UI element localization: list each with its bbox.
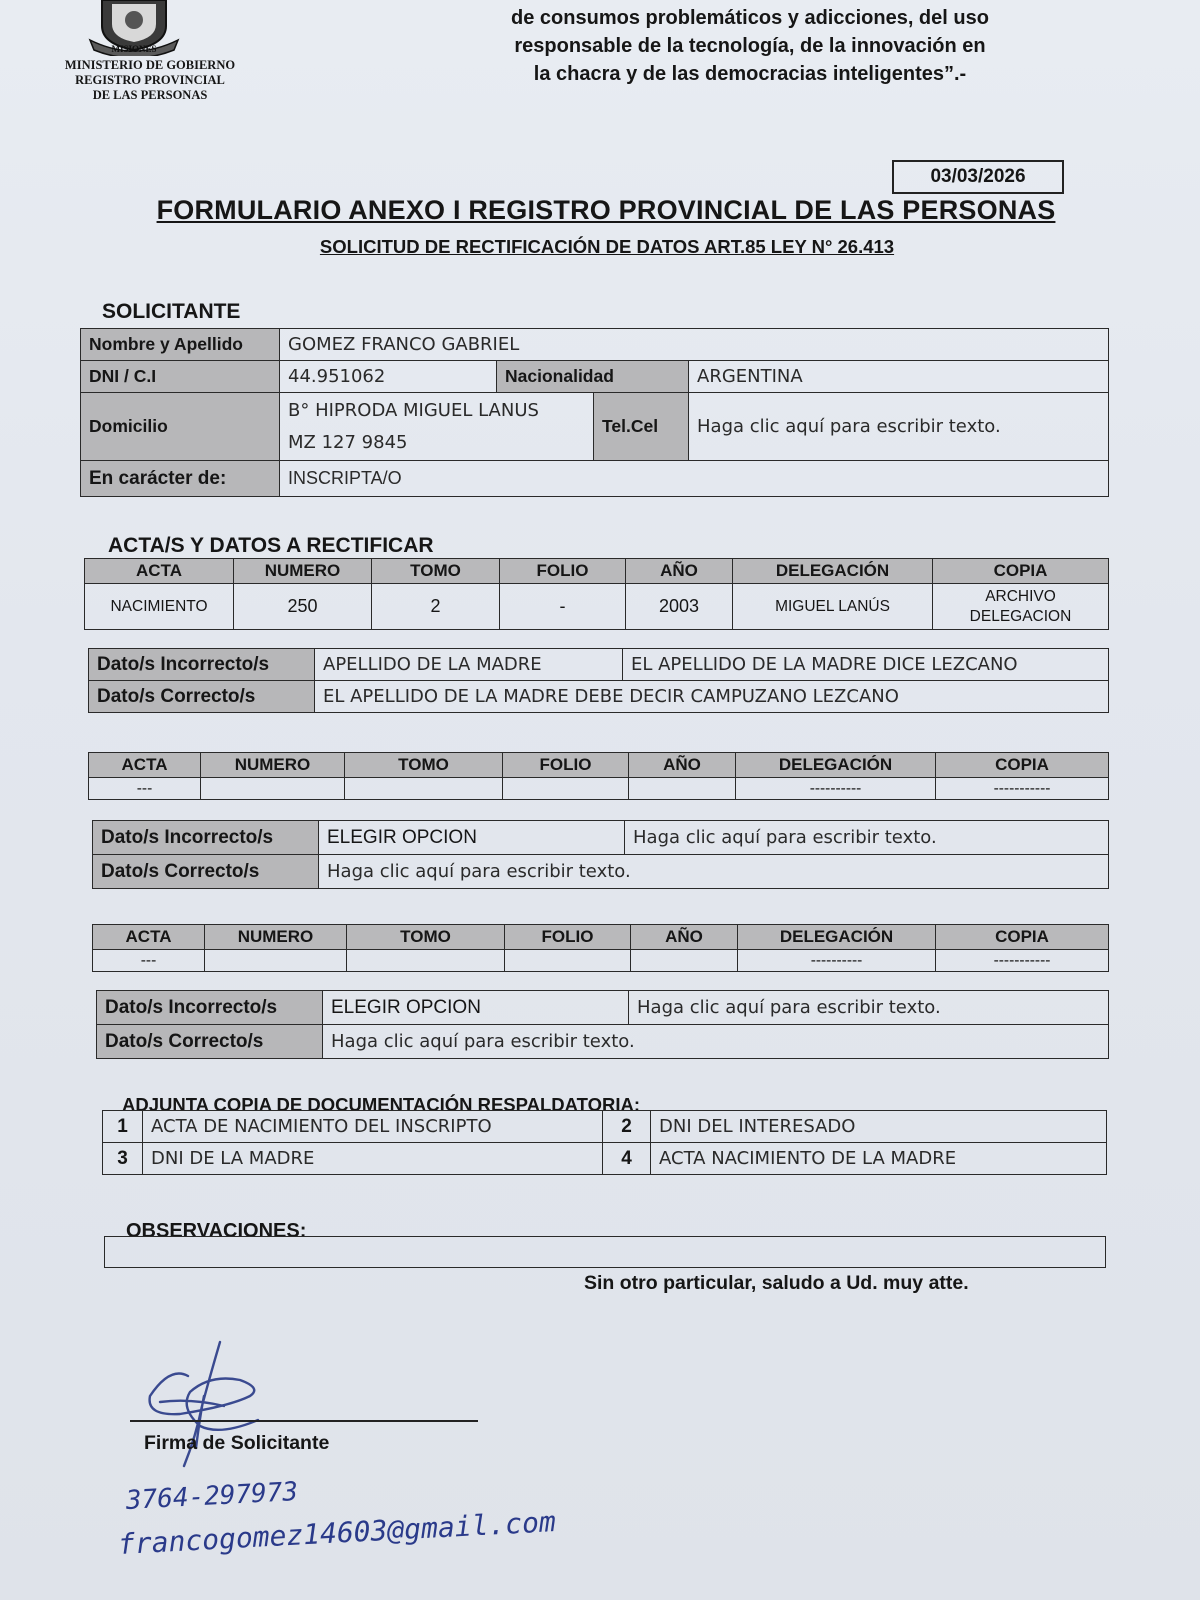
date-field[interactable]: 03/03/2026 — [892, 160, 1064, 194]
svg-text:MISIONES: MISIONES — [111, 44, 157, 54]
col-header: DELEGACIÓN — [736, 753, 936, 778]
folio-cell[interactable] — [505, 950, 631, 972]
documentacion-heading: ADJUNTA COPIA DE DOCUMENTACIÓN RESPALDATORIA: — [122, 1094, 640, 1115]
closing-text: Sin otro particular, saludo a Ud. muy atte. — [584, 1272, 969, 1294]
acta-cell[interactable]: --- — [89, 778, 201, 800]
correcto-label: Dato/s Correcto/s — [89, 681, 315, 713]
documentacion-table — [102, 1110, 1107, 1175]
doc-item[interactable]: ACTA NACIMIENTO DE LA MADRE — [651, 1143, 1107, 1175]
domicilio-line: MZ 127 9845 — [288, 431, 408, 453]
col-header: ACTA — [85, 559, 234, 584]
incorrecto-label: Dato/s Incorrecto/s — [97, 991, 323, 1025]
col-header: ACTA — [89, 753, 201, 778]
signature-line — [130, 1420, 478, 1422]
ministry-line: DE LAS PERSONAS — [92, 88, 208, 102]
folio-cell[interactable]: - — [500, 584, 626, 630]
domicilio-line: B° HIPRODA MIGUEL LANUS — [288, 399, 539, 421]
col-header: FOLIO — [505, 925, 631, 950]
col-header: AÑO — [629, 753, 736, 778]
anio-cell[interactable] — [629, 778, 736, 800]
correcto-label: Dato/s Correcto/s — [93, 855, 319, 889]
delegacion-cell[interactable]: MIGUEL LANÚS — [733, 584, 933, 630]
col-header: TOMO — [345, 753, 503, 778]
datos-table — [92, 820, 1109, 889]
col-header: NUMERO — [205, 925, 347, 950]
signature-label: Firma de Solicitante — [144, 1432, 330, 1454]
col-header: ACTA — [93, 925, 205, 950]
col-header: AÑO — [631, 925, 738, 950]
incorrecto-campo-select[interactable]: ELEGIR OPCION — [323, 991, 629, 1025]
ministry-line: MINISTERIO DE GOBIERNO — [64, 58, 236, 72]
acta-table — [84, 558, 1109, 630]
observaciones-field[interactable] — [104, 1236, 1106, 1268]
doc-number: 1 — [103, 1111, 143, 1143]
col-header: COPIA — [933, 559, 1109, 584]
folio-cell[interactable] — [503, 778, 629, 800]
dni-field[interactable]: 44.951062 — [280, 361, 497, 393]
observaciones-heading: OBSERVACIONES: — [126, 1220, 307, 1242]
delegacion-cell[interactable]: ---------- — [738, 950, 936, 972]
correcto-label: Dato/s Correcto/s — [97, 1025, 323, 1059]
incorrecto-campo-select[interactable]: ELEGIR OPCION — [319, 821, 625, 855]
dni-label: DNI / C.I — [81, 361, 280, 393]
col-header: COPIA — [936, 753, 1109, 778]
handwritten-email: francogomez14603@gmail.com — [117, 1505, 557, 1561]
solicitante-heading: SOLICITANTE — [102, 300, 241, 323]
signature-scribble — [140, 1336, 270, 1476]
nombre-field[interactable]: GOMEZ FRANCO GABRIEL — [280, 329, 1109, 361]
solicitante-table — [80, 328, 1109, 497]
col-header: FOLIO — [503, 753, 629, 778]
anio-cell[interactable] — [631, 950, 738, 972]
correcto-field[interactable]: Haga clic aquí para escribir texto. — [323, 1025, 1109, 1059]
doc-item[interactable]: DNI DEL INTERESADO — [651, 1111, 1107, 1143]
copia-cell[interactable]: ARCHIVO DELEGACION — [933, 584, 1109, 630]
nacionalidad-field[interactable]: ARGENTINA — [689, 361, 1109, 393]
motto — [470, 4, 1030, 88]
col-header: COPIA — [936, 925, 1109, 950]
doc-number: 4 — [603, 1143, 651, 1175]
caracter-field[interactable]: INSCRIPTA/O — [280, 461, 1109, 497]
motto-line: de consumos problemáticos y adicciones, del uso — [511, 7, 989, 29]
page-title: FORMULARIO ANEXO I REGISTRO PROVINCIAL DE LAS PERSONAS — [156, 195, 1056, 225]
datos-table — [88, 648, 1109, 713]
actas-heading: ACTA/S Y DATOS A RECTIFICAR — [108, 534, 434, 557]
handwritten-phone: 3764-297973 — [125, 1477, 299, 1516]
page-subtitle: SOLICITUD DE RECTIFICACIÓN DE DATOS ART.85 LEY N° 26.413 — [319, 236, 895, 257]
col-header: NUMERO — [201, 753, 345, 778]
numero-cell[interactable] — [205, 950, 347, 972]
incorrecto-label: Dato/s Incorrecto/s — [93, 821, 319, 855]
incorrecto-valor-field[interactable]: Haga clic aquí para escribir texto. — [629, 991, 1109, 1025]
nombre-label: Nombre y Apellido — [81, 329, 280, 361]
col-header: FOLIO — [500, 559, 626, 584]
col-header: NUMERO — [234, 559, 372, 584]
col-header: TOMO — [347, 925, 505, 950]
ministry-name — [40, 58, 260, 103]
doc-number: 3 — [103, 1143, 143, 1175]
acta-cell[interactable]: --- — [93, 950, 205, 972]
datos-table — [96, 990, 1109, 1059]
tel-label: Tel.Cel — [594, 393, 689, 461]
incorrecto-label: Dato/s Incorrecto/s — [89, 649, 315, 681]
correcto-field[interactable]: EL APELLIDO DE LA MADRE DEBE DECIR CAMPUZANO LEZCANO — [315, 681, 1109, 713]
tel-field[interactable]: Haga clic aquí para escribir texto. — [689, 393, 1109, 461]
doc-item[interactable]: DNI DE LA MADRE — [143, 1143, 603, 1175]
tomo-cell[interactable]: 2 — [372, 584, 500, 630]
col-header: TOMO — [372, 559, 500, 584]
numero-cell[interactable]: 250 — [234, 584, 372, 630]
nacionalidad-label: Nacionalidad — [497, 361, 689, 393]
acta-table — [88, 752, 1109, 800]
delegacion-cell[interactable]: ---------- — [736, 778, 936, 800]
acta-cell[interactable]: NACIMIENTO — [85, 584, 234, 630]
province-crest-logo — [84, 0, 184, 56]
domicilio-label: Domicilio — [81, 393, 280, 461]
motto-line: responsable de la tecnología, de la innovación en — [514, 35, 986, 57]
doc-number: 2 — [603, 1111, 651, 1143]
incorrecto-valor-field[interactable]: EL APELLIDO DE LA MADRE DICE LEZCANO — [623, 649, 1109, 681]
col-header: DELEGACIÓN — [733, 559, 933, 584]
numero-cell[interactable] — [201, 778, 345, 800]
col-header: DELEGACIÓN — [738, 925, 936, 950]
copia-cell[interactable]: ----------- — [936, 950, 1109, 972]
incorrecto-valor-field[interactable]: Haga clic aquí para escribir texto. — [625, 821, 1109, 855]
motto-line: la chacra y de las democracias inteligentes”.- — [533, 63, 967, 85]
acta-table — [92, 924, 1109, 972]
doc-item[interactable]: ACTA DE NACIMIENTO DEL INSCRIPTO — [143, 1111, 603, 1143]
ministry-line: REGISTRO PROVINCIAL — [75, 73, 225, 87]
caracter-label: En carácter de: — [81, 461, 280, 497]
anio-cell[interactable]: 2003 — [626, 584, 733, 630]
incorrecto-campo-select[interactable]: APELLIDO DE LA MADRE — [315, 649, 623, 681]
domicilio-field[interactable] — [280, 393, 594, 461]
correcto-field[interactable]: Haga clic aquí para escribir texto. — [319, 855, 1109, 889]
col-header: AÑO — [626, 559, 733, 584]
tomo-cell[interactable] — [347, 950, 505, 972]
tomo-cell[interactable] — [345, 778, 503, 800]
copia-cell[interactable]: ----------- — [936, 778, 1109, 800]
